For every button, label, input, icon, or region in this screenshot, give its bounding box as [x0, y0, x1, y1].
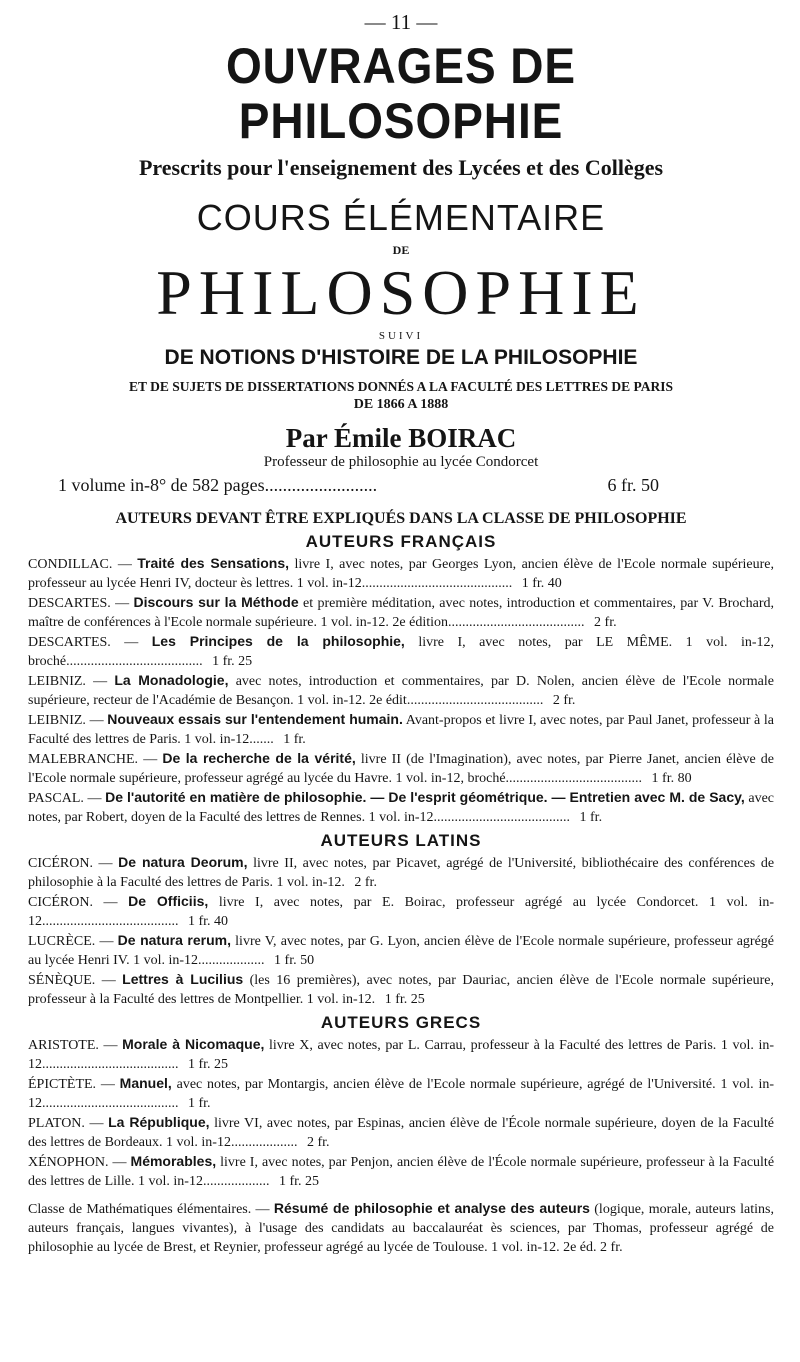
- auteurs-header: AUTEURS DEVANT ÊTRE EXPLIQUÉS DANS LA CLASSE DE PHILOSOPHIE: [115, 510, 687, 528]
- entry-title: La Monadologie,: [114, 672, 229, 689]
- section-heading: AUTEURS LATINS: [320, 831, 482, 851]
- book-entry: [28, 970, 774, 1009]
- entry-title: Nouveaux essais sur l'entendement humain.: [107, 711, 403, 728]
- book-entry: [28, 554, 774, 593]
- entry-author: PASCAL. —: [28, 791, 102, 807]
- entry-title: La République,: [108, 1114, 210, 1131]
- closing-title: Résumé de philosophie et analyse des auteurs: [273, 1200, 590, 1217]
- entry-author: PLATON. —: [28, 1116, 104, 1132]
- entry-text: livre II (de l'Imagination), avec notes, par Pierre Janet, ancien élève de l'Ecole normale supérieure, professeur agrégé au lycée du Havre. 1 vol. in-12, broché.......................................: [28, 752, 775, 787]
- entry-text: livre I, avec notes, par E. Boirac, professeur agrégé au lycée Condorcet. 1 vol. in-12.......................................: [28, 895, 775, 930]
- entry-price: 1 fr.: [188, 1096, 211, 1112]
- entry-title: De natura Deorum,: [118, 854, 248, 871]
- book-cours: COURS ÉLÉMENTAIRE: [196, 197, 606, 238]
- book-author-title: Professeur de philosophie au lycée Condorcet: [263, 454, 539, 471]
- page-number: — 11 —: [364, 10, 438, 34]
- book-entry: [28, 1152, 774, 1191]
- book-entry: [28, 749, 774, 788]
- entry-title: Traité des Sensations,: [137, 555, 289, 572]
- closing-price: 2 fr.: [600, 1240, 623, 1256]
- book-entry: [28, 1035, 774, 1074]
- entry-text: livre I, avec notes, par Georges Lyon, ancien élève de l'Ecole normale supérieure, professeur au lycée Henri IV, docteur ès lettres. 1 vol. in-12...........................................: [28, 557, 775, 592]
- book-entry: [28, 632, 774, 671]
- entry-author: DESCARTES. —: [28, 635, 139, 651]
- entry-price: 1 fr.: [283, 732, 306, 748]
- entry-author: CONDILLAC. —: [28, 557, 132, 573]
- entry-text: livre V, avec notes, par G. Lyon, ancien élève de l'Ecole normale supérieure, professeur agrégé au lycée Henri IV. 1 vol. in-12...................: [28, 934, 775, 969]
- page-subtitle: Prescrits pour l'enseignement des Lycées et des Collèges: [138, 155, 664, 180]
- book-price: 6 fr. 50: [607, 475, 659, 496]
- entry-author: LEIBNIZ. —: [28, 674, 108, 690]
- entry-price: 2 fr.: [354, 875, 377, 891]
- book-dates: DE 1866 A 1888: [353, 397, 449, 413]
- entry-author: LUCRÈCE. —: [28, 934, 114, 950]
- entry-text: livre I, avec notes, par LE MÊME. 1 vol. in-12, broché.......................................: [28, 635, 775, 670]
- entry-price: 2 fr.: [552, 693, 576, 709]
- book-notions: DE NOTIONS D'HISTOIRE DE LA PHILOSOPHIE: [164, 346, 638, 370]
- entry-price: 1 fr. 25: [212, 654, 253, 670]
- book-author: Par Émile BOIRAC: [285, 423, 517, 454]
- entry-text: (les 16 premières), avec notes, par Dauriac, ancien élève de l'Ecole normale supérieure, professeur à la Faculté des lettres de Montpellier. 1 vol. in-12.: [28, 973, 774, 1008]
- entry-text: avec notes, par Robert, doyen de la Faculté des lettres de Rennes. 1 vol. in-12.......................................: [28, 791, 775, 826]
- entry-author: LEIBNIZ. —: [28, 713, 104, 729]
- entry-text: livre VI, avec notes, par Espinas, ancien élève de l'École normale supérieure, doyen de la Faculté des lettres de Bordeaux. 1 vol. in-12...................: [28, 1116, 775, 1151]
- entry-author: ÉPICTÈTE. —: [28, 1077, 115, 1093]
- page-title: OUVRAGES DE PHILOSOPHIE: [225, 38, 577, 149]
- entry-price: 1 fr. 25: [188, 1057, 229, 1073]
- entry-price: 1 fr. 40: [188, 914, 229, 930]
- closing-text: (logique, morale, auteurs latins, auteurs français, langues vivantes), à l'usage des candidats au baccalauréat ès sciences, par Thomas, professeur agrégé de philosophie au lycée de Brest, et Reynier, professeur agrégé au lycée de Toulouse. 1 vol. in-12. 2e éd.: [28, 1202, 774, 1256]
- book-philosophie: PHILOSOPHIE: [156, 257, 646, 328]
- entry-text: livre II, avec notes, par Picavet, agrégé de l'Université, bibliothécaire des conférences de philosophie à la Faculté des lettres de Paris. 1 vol. in-12.: [28, 856, 775, 891]
- book-entry: [28, 1113, 774, 1152]
- book-entry: [28, 892, 774, 931]
- book-volume: [58, 475, 774, 496]
- entry-text: et première méditation, avec notes, introduction et commentaires, par V. Brochard, maître de conférences à l'Ecole normale supérieure. 1 vol. in-12. 2e édition.......................................: [28, 596, 775, 631]
- featured-book: [28, 197, 774, 496]
- entry-title: Les Principes de la philosophie,: [151, 633, 405, 650]
- entry-title: Manuel,: [119, 1075, 172, 1092]
- entry-author: CICÉRON. —: [28, 856, 113, 872]
- entry-price: 2 fr.: [594, 615, 617, 631]
- entry-author: SÉNÈQUE. —: [28, 973, 116, 989]
- entry-price: 1 fr.: [579, 810, 603, 826]
- entry-text: Avant-propos et livre I, avec notes, par Paul Janet, professeur à la Faculté des lettres de Paris. 1 vol. in-12.......: [28, 713, 774, 748]
- entry-text: livre I, avec notes, par Penjon, ancien élève de l'École normale supérieure, professeur à la Faculté des lettres de Lille. 1 vol. in-12...................: [28, 1155, 775, 1190]
- entry-title: De l'autorité en matière de philosophie. — De l'esprit géométrique. — Entretien avec M. de Sacy,: [105, 789, 745, 806]
- entry-author: MALEBRANCHE. —: [28, 752, 158, 768]
- section-heading: AUTEURS GRECS: [320, 1013, 482, 1033]
- entry-price: 1 fr. 25: [384, 992, 425, 1008]
- closing-lead: Classe de Mathématiques élémentaires. —: [28, 1202, 270, 1218]
- book-entry: [28, 671, 774, 710]
- entry-author: ARISTOTE. —: [28, 1038, 118, 1054]
- sections: [28, 532, 774, 1191]
- entry-author: XÉNOPHON. —: [28, 1155, 127, 1171]
- entry-title: Morale à Nicomaque,: [122, 1036, 265, 1053]
- entry-title: De natura rerum,: [117, 932, 231, 949]
- book-volume-text: 1 volume in-8° de 582 pages.........................: [58, 475, 378, 496]
- entry-price: 1 fr. 40: [521, 576, 562, 592]
- entry-text: livre X, avec notes, par L. Carrau, professeur à la Faculté des lettres de Paris. 1 vol. in-12.......................................: [28, 1038, 775, 1073]
- entry-price: 2 fr.: [306, 1135, 330, 1151]
- book-suivi: SUIVI: [378, 330, 424, 343]
- book-entry: [28, 593, 774, 632]
- closing-entry: [28, 1199, 774, 1257]
- entry-title: Lettres à Lucilius: [122, 971, 244, 988]
- entry-text: avec notes, introduction et commentaires, par D. Nolen, ancien élève de l'Ecole normale supérieure, recteur de l'Académie de Besançon. 1 vol. in-12. 2e édit.......................................: [28, 674, 774, 709]
- book-de: DE: [392, 243, 410, 257]
- entry-author: CICÉRON. —: [28, 895, 118, 911]
- section-heading: AUTEURS FRANÇAIS: [305, 532, 497, 552]
- book-entry: [28, 788, 774, 827]
- book-entry: [28, 710, 774, 749]
- entry-title: Mémorables,: [130, 1153, 217, 1170]
- entry-price: 1 fr. 50: [274, 953, 315, 969]
- book-entry: [28, 1074, 774, 1113]
- entry-title: De Officiis,: [128, 893, 209, 910]
- entry-title: De la recherche de la vérité,: [162, 750, 356, 767]
- entry-price: 1 fr. 80: [651, 771, 692, 787]
- entry-title: Discours sur la Méthode: [133, 594, 299, 611]
- entry-price: 1 fr. 25: [278, 1174, 320, 1190]
- book-entry: [28, 931, 774, 970]
- entry-author: DESCARTES. —: [28, 596, 130, 612]
- entry-text: avec notes, par Montargis, ancien élève de l'Ecole normale supérieure, agrégé de l'Université. 1 vol. in-12.......................................: [28, 1077, 775, 1112]
- book-entry: [28, 853, 774, 892]
- book-sujets: ET DE SUJETS DE DISSERTATIONS DONNÉS A LA FACULTÉ DES LETTRES DE PARIS: [129, 379, 673, 395]
